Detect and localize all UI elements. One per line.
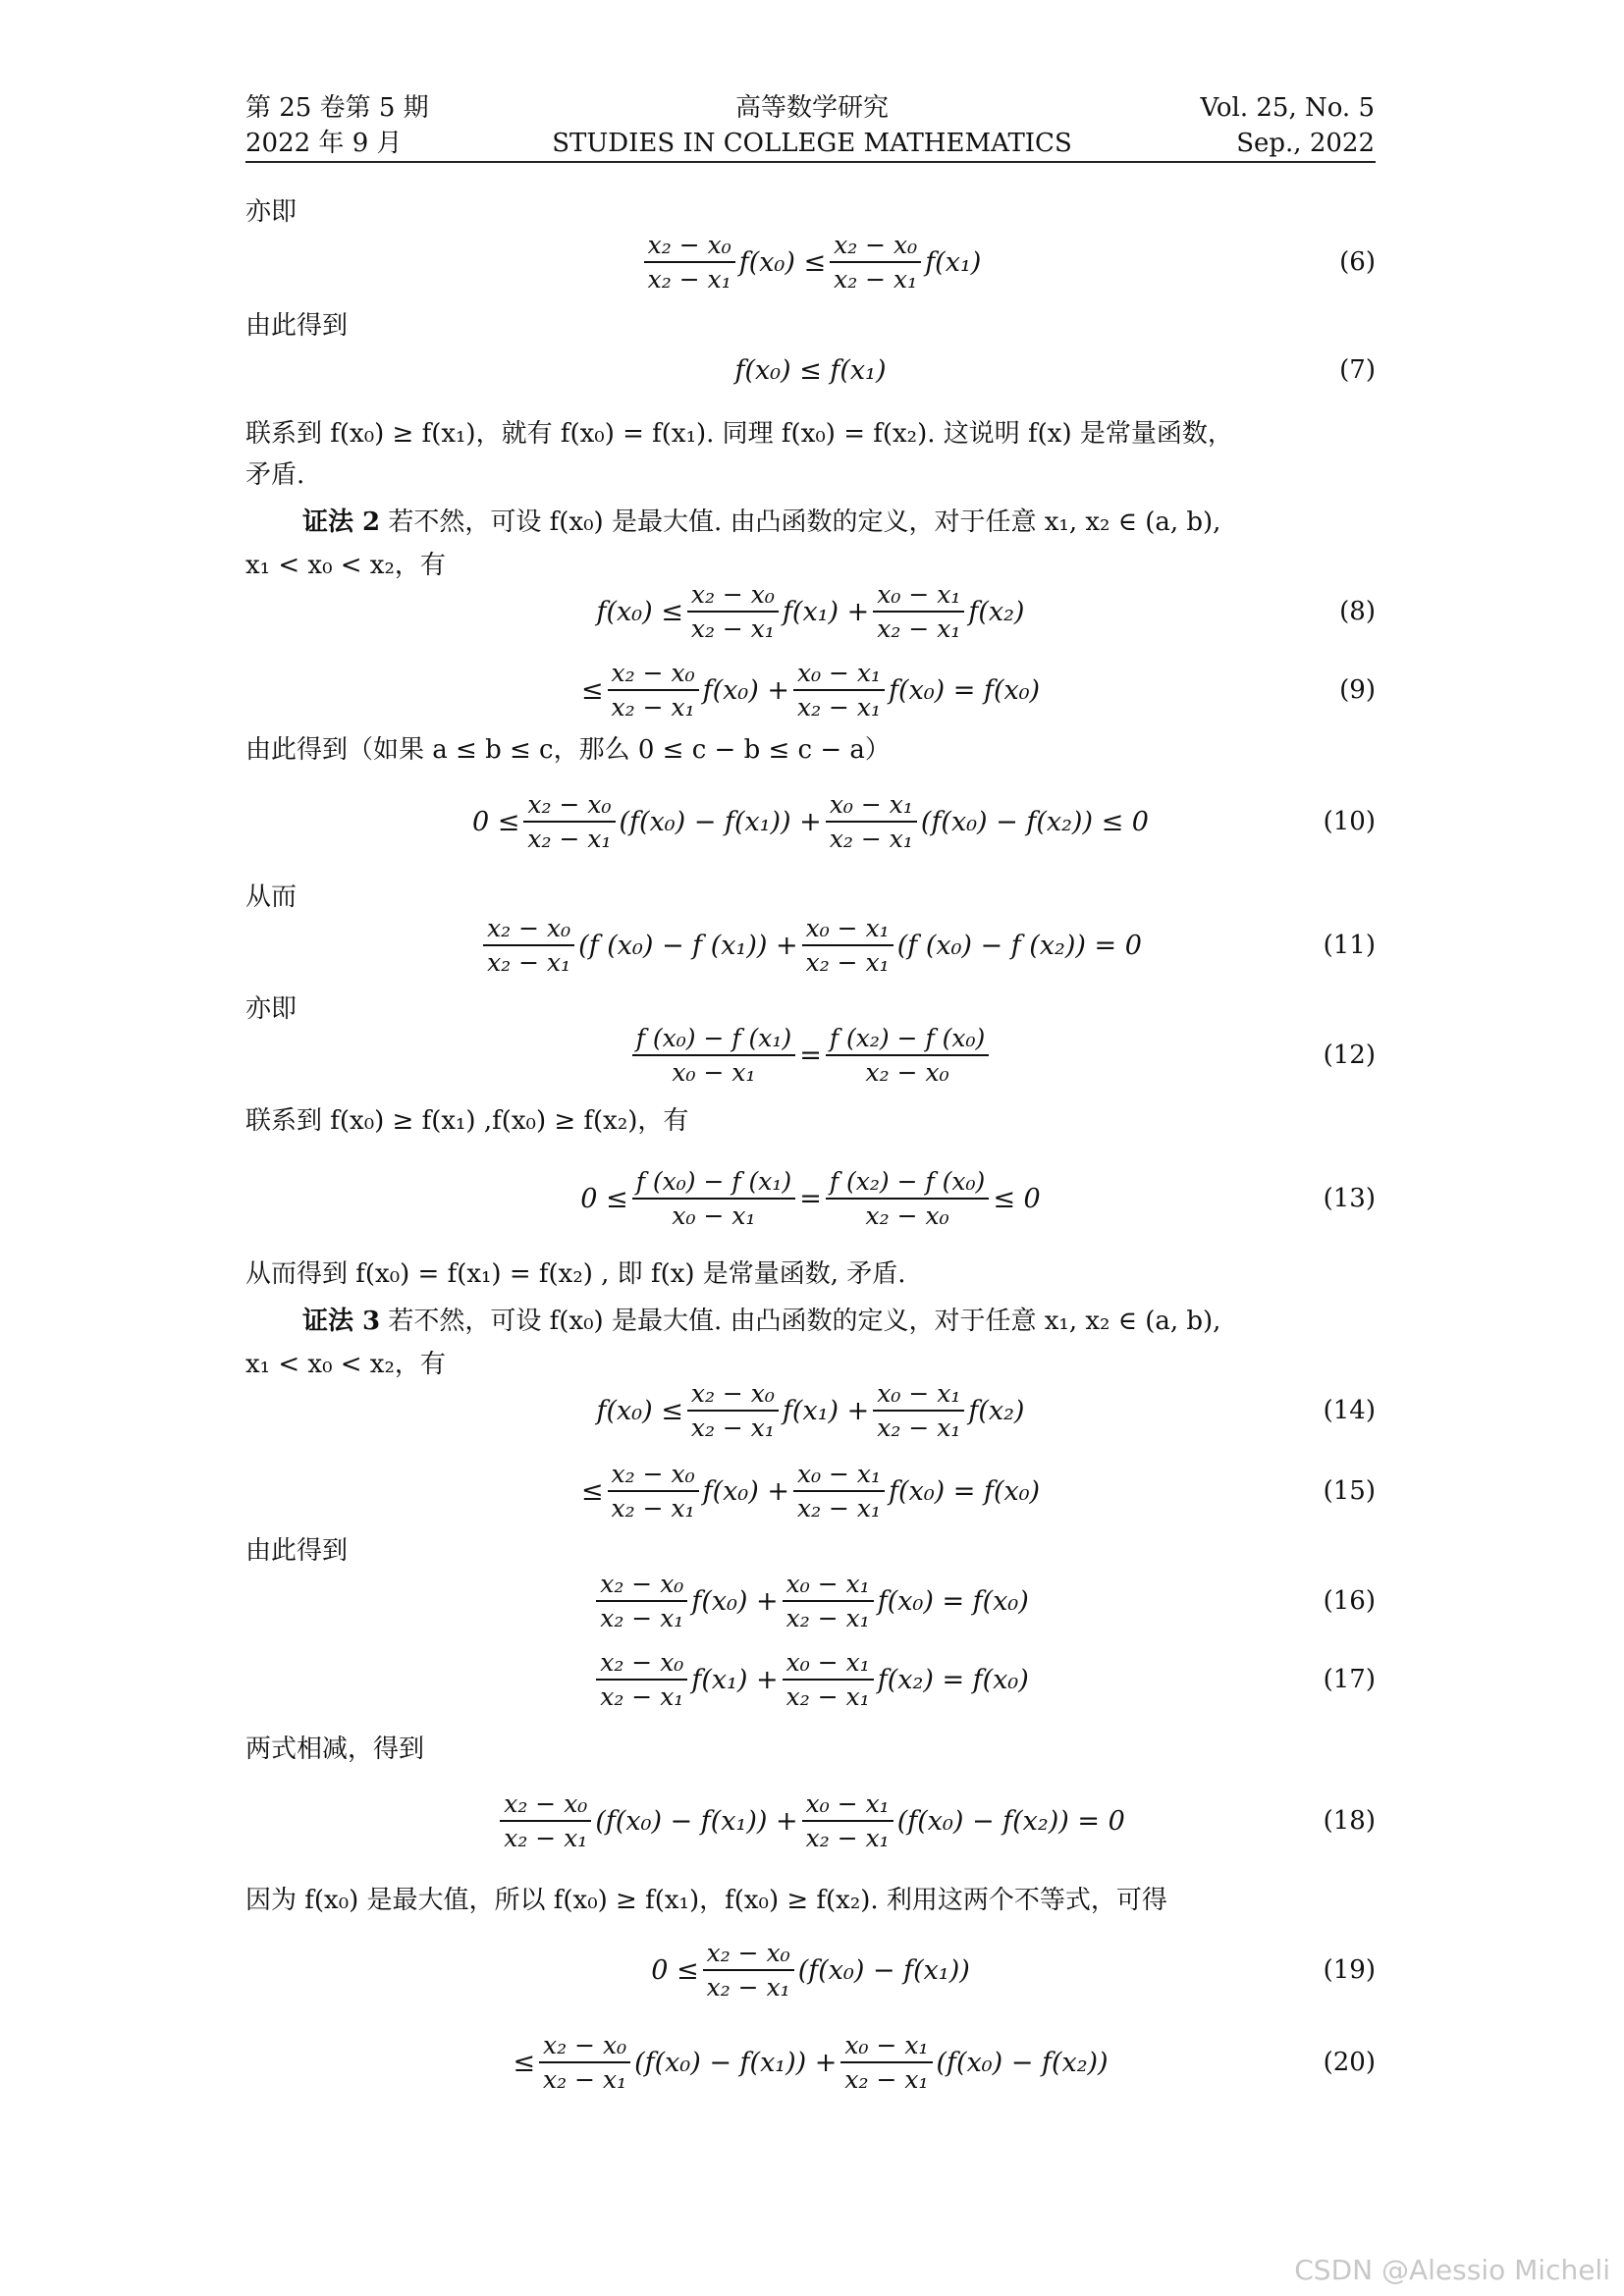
eq-number: (8) [1339,597,1376,626]
eq-number: (16) [1323,1586,1376,1616]
proof-2-cont: x₁ < x₀ < x₂，有 [245,551,446,580]
eq-number: (14) [1323,1396,1376,1425]
eq-number: (9) [1339,675,1376,705]
eq7-body: f(x₀) ≤ f(x₁) [734,354,887,386]
eq-number: (17) [1323,1665,1376,1694]
text-lianxi-2: 联系到 f(x₀) ≥ f(x₁) ,f(x₀) ≥ f(x₂)，有 [245,1106,689,1136]
journal-title-en: STUDIES IN COLLEGE MATHEMATICS [552,129,1072,158]
text-youci: 由此得到 [245,311,349,341]
equation-15: ≤ $\frac{\text{x₂ − x₀}}{\text{x₂ − x₁}}$ f(x₀) + $\frac{\text{x₀ − x₁}}{\text{x₂ − x₁}}$ f(x₀) = f(x₀) (15) [245,1447,1376,1535]
journal-title-cn: 高等数学研究 [734,93,889,123]
text-youci-3: 由此得到 [245,1536,349,1566]
eq-number: (7) [1339,355,1376,385]
eq6-right: f(x₁) [925,246,982,278]
text-maodun: 矛盾. [245,460,305,490]
frac-a: $\frac{\text{x₂ − x₀}}{\text{x₂ − x₁}}$ [644,231,735,294]
equation-14: f(x₀) ≤ $\frac{\text{x₂ − x₀}}{\text{x₂ − x₁}}$ f(x₁) + $\frac{\text{x₀ − x₁}}{\text{x₂ − x₁}}$ f(x₂) (14) [245,1366,1376,1455]
eq-number: (6) [1339,247,1376,277]
journal-volume [1080,90,1375,161]
equation-12: $\frac{\text{f (x₀) − f (x₁)}}{\text{x₀ − x₁}}$ = $\frac{\text{f (x₂) − f (x₀)}}{\text{x₂ − x₀}}$ (12) [245,1011,1376,1099]
text-lianxi: 联系到 f(x₀) ≥ f(x₁)，就有 f(x₀) = f(x₁). 同理 f(x₀) = f(x₂). 这说明 f(x) 是常量函数， [245,419,1233,449]
equation-8: f(x₀) ≤ $\frac{\text{x₂ − x₀}}{\text{x₂ − x₁}}$ f(x₁) + $\frac{\text{x₀ − x₁}}{\text{x₂ − x₁}}$ f(x₂) (8) [245,567,1376,656]
eq-number: (13) [1323,1184,1376,1213]
eq-number: (10) [1323,807,1376,836]
journal-title [491,90,1133,161]
equation-6 [245,218,1376,306]
frac-a2: $\frac{\text{x₂ − x₀}}{\text{x₂ − x₁}}$ [830,231,921,294]
eq-number: (19) [1323,1955,1376,1985]
text-youci-2: 由此得到（如果 a ≤ b ≤ c，那么 0 ≤ c − b ≤ c − a） [245,735,891,765]
proof-3-label: 证法 3 [302,1307,381,1336]
proof-3-text: 若不然，可设 f(x₀) 是最大值. 由凸函数的定义，对于任意 x₁, x₂ ∈ (a, b), [380,1307,1221,1336]
equation-17: $\frac{\text{x₂ − x₀}}{\text{x₂ − x₁}}$ f(x₁) + $\frac{\text{x₀ − x₁}}{\text{x₂ − x₁}}$ f(x₂) = f(x₀) (17) [245,1635,1376,1724]
text-congerr: 从而 [245,882,298,912]
equation-13: 0 ≤ $\frac{\text{f (x₀) − f (x₁)}}{\text{x₀ − x₁}}$ = $\frac{\text{f (x₂) − f (x₀)}}{\text{x₂ − x₀}}$ ≤ 0 (13) [245,1154,1376,1243]
proof-3-cont: x₁ < x₀ < x₂，有 [245,1350,446,1379]
issue-volume: 第 25 卷第 5 期 [245,93,429,123]
eq-number: (12) [1323,1041,1376,1070]
text-conclusion: 从而得到 f(x₀) = f(x₁) = f(x₂) , 即 f(x) 是常量函数, 矛盾. [245,1259,906,1289]
eq-number: (11) [1323,931,1376,960]
eq-number: (18) [1323,1806,1376,1836]
issue-date: 2022 年 9 月 [245,129,403,158]
eq-number: (20) [1323,2048,1376,2077]
proof-2-text: 若不然，可设 f(x₀) 是最大值. 由凸函数的定义，对于任意 x₁, x₂ ∈ (a, b), [380,507,1221,537]
equation-18: $\frac{\text{x₂ − x₀}}{\text{x₂ − x₁}}$ (f(x₀) − f(x₁)) + $\frac{\text{x₀ − x₁}}{\text{x₂ − x₁}}$ (f(x₀) − f(x₂)) = 0 (18) [245,1777,1376,1865]
text-subtract: 两式相减，得到 [245,1735,425,1764]
equation-16: $\frac{\text{x₂ − x₀}}{\text{x₂ − x₁}}$ f(x₀) + $\frac{\text{x₀ − x₁}}{\text{x₂ − x₁}}$ f(x₀) = f(x₀) (16) [245,1557,1376,1645]
eq6-left: f(x₀) ≤ [738,246,827,278]
equation-7 [245,326,1376,414]
proof-2-intro [302,505,1220,540]
text-yiji: 亦即 [245,197,298,227]
proof-2-label: 证法 2 [302,507,381,537]
equation-19: 0 ≤ $\frac{\text{x₂ − x₀}}{\text{x₂ − x₁}}$ (f(x₀) − f(x₁)) (19) [245,1926,1376,2014]
equation-9: ≤ $\frac{\text{x₂ − x₀}}{\text{x₂ − x₁}}$ f(x₀) + $\frac{\text{x₀ − x₁}}{\text{x₂ − x₁}}$ f(x₀) = f(x₀) (9) [245,646,1376,734]
date-en: Sep., 2022 [1236,129,1375,158]
volume-en: Vol. 25, No. 5 [1200,93,1375,123]
proof-3-intro [302,1304,1220,1339]
eq-number: (15) [1323,1476,1376,1506]
header-rule [245,161,1376,163]
text-because: 因为 f(x₀) 是最大值，所以 f(x₀) ≥ f(x₁)，f(x₀) ≥ f(x₂). 利用这两个不等式，可得 [245,1886,1167,1915]
equation-11: $\frac{\text{x₂ − x₀}}{\text{x₂ − x₁}}$ (f (x₀) − f (x₁)) + $\frac{\text{x₀ − x₁}}{\text{x₂ − x₁}}$ (f (x₀) − f (x₂)) = 0 (11) [245,901,1376,989]
text-yiji-2: 亦即 [245,994,298,1024]
csdn-watermark: CSDN @Alessio Micheli [1294,2254,1610,2286]
equation-20: ≤ $\frac{\text{x₂ − x₀}}{\text{x₂ − x₁}}$ (f(x₀) − f(x₁)) + $\frac{\text{x₀ − x₁}}{\text{x₂ − x₁}}$ (f(x₀) − f(x₂)) (20) [245,2018,1376,2107]
equation-10: 0 ≤ $\frac{\text{x₂ − x₀}}{\text{x₂ − x₁}}$ (f(x₀) − f(x₁)) + $\frac{\text{x₀ − x₁}}{\text{x₂ − x₁}}$ (f(x₀) − f(x₂)) ≤ 0 (10) [245,777,1376,866]
